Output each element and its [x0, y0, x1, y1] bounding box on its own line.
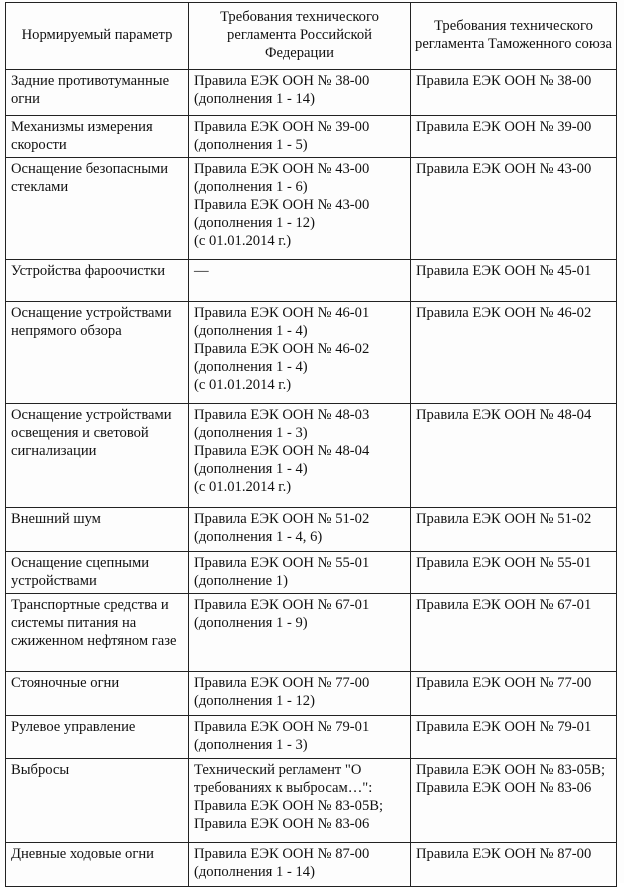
- cu-requirement-line: Правила ЕЭК ООН № 83-05В;: [416, 762, 606, 778]
- cu-requirement-line: Правила ЕЭК ООН № 55-01: [416, 555, 592, 571]
- cu-requirement-cell: [411, 716, 617, 759]
- rf-requirement-line: Правила ЕЭК ООН № 51-02: [194, 511, 370, 527]
- rf-requirement-line: Правила ЕЭК ООН № 39-00: [194, 119, 370, 135]
- rf-requirement-line: Правила ЕЭК ООН № 77-00: [194, 675, 370, 691]
- parameter-cell: Оснащение устройствами непрямого обзора: [6, 302, 189, 404]
- rf-requirement-line: (дополнения 1 - 4): [194, 461, 308, 477]
- parameter-cell: Стояночные огни: [6, 672, 189, 716]
- cu-requirement-cell: [411, 158, 617, 260]
- cu-requirement-cell: [411, 260, 617, 302]
- rf-requirement-line: Правила ЕЭК ООН № 83-05В;: [194, 798, 384, 814]
- cu-requirement-line: Правила ЕЭК ООН № 45-01: [416, 263, 592, 279]
- table-body: [6, 70, 617, 887]
- rf-requirement-line: —: [194, 263, 209, 279]
- table-row: [6, 759, 617, 843]
- rf-requirement-line: Правила ЕЭК ООН № 79-01: [194, 719, 370, 735]
- table-row: [6, 70, 617, 116]
- rf-requirement-line: (дополнения 1 - 4): [194, 323, 308, 339]
- cu-requirement-line: Правила ЕЭК ООН № 39-00: [416, 119, 592, 135]
- rf-requirement-line: (дополнения 1 - 14): [194, 864, 315, 880]
- table-row: [6, 302, 617, 404]
- cu-requirement-line: Правила ЕЭК ООН № 83-06: [416, 780, 592, 796]
- cu-requirement-line: Правила ЕЭК ООН № 46-02: [416, 305, 592, 321]
- rf-requirement-line: (с 01.01.2014 г.): [194, 233, 292, 249]
- rf-requirement-cell: [189, 508, 411, 552]
- cu-requirement-cell: [411, 508, 617, 552]
- cu-requirement-cell: [411, 843, 617, 887]
- rf-requirement-cell: [189, 404, 411, 508]
- rf-requirement-line: Правила ЕЭК ООН № 46-02: [194, 341, 370, 357]
- rf-requirement-cell: [189, 260, 411, 302]
- cu-requirement-line: Правила ЕЭК ООН № 38-00: [416, 73, 592, 89]
- rf-requirement-line: (с 01.01.2014 г.): [194, 377, 292, 393]
- cu-requirement-line: Правила ЕЭК ООН № 79-01: [416, 719, 592, 735]
- rf-requirement-line: (дополнения 1 - 4, 6): [194, 529, 323, 545]
- rf-requirement-cell: [189, 843, 411, 887]
- rf-requirement-line: (с 01.01.2014 г.): [194, 479, 292, 495]
- table-row: [6, 843, 617, 887]
- rf-requirement-cell: [189, 552, 411, 594]
- table-row: [6, 508, 617, 552]
- rf-requirement-line: Правила ЕЭК ООН № 55-01: [194, 555, 370, 571]
- parameter-cell: Устройства фароочистки: [6, 260, 189, 302]
- table-row: [6, 260, 617, 302]
- header-rf-regulation: Требования технического регламента Российской Федерации: [189, 3, 411, 70]
- rf-requirement-line: Правила ЕЭК ООН № 46-01: [194, 305, 370, 321]
- table-header-row: [6, 3, 617, 70]
- rf-requirement-cell: [189, 672, 411, 716]
- parameter-cell: Оснащение безопасными стеклами: [6, 158, 189, 260]
- rf-requirement-line: (дополнение 1): [194, 573, 288, 589]
- table-row: [6, 404, 617, 508]
- table-row: [6, 158, 617, 260]
- parameter-cell: Выбросы: [6, 759, 189, 843]
- rf-requirement-line: (дополнения 1 - 5): [194, 137, 308, 153]
- parameter-cell: Механизмы измерения скорости: [6, 116, 189, 158]
- rf-requirement-line: Правила ЕЭК ООН № 38-00: [194, 73, 370, 89]
- table-row: [6, 552, 617, 594]
- rf-requirement-cell: [189, 302, 411, 404]
- table-row: [6, 716, 617, 759]
- rf-requirement-line: (дополнения 1 - 12): [194, 693, 315, 709]
- cu-requirement-cell: [411, 302, 617, 404]
- rf-requirement-cell: [189, 116, 411, 158]
- rf-requirement-line: Правила ЕЭК ООН № 83-06: [194, 816, 370, 832]
- table-row: [6, 594, 617, 672]
- rf-requirement-cell: [189, 594, 411, 672]
- rf-requirement-line: Правила ЕЭК ООН № 87-00: [194, 846, 370, 862]
- rf-requirement-line: (дополнения 1 - 4): [194, 359, 308, 375]
- header-parameter: Нормируемый параметр: [6, 3, 189, 70]
- rf-requirement-line: Правила ЕЭК ООН № 48-04: [194, 443, 370, 459]
- rf-requirement-line: (дополнения 1 - 9): [194, 615, 308, 631]
- parameter-cell: Рулевое управление: [6, 716, 189, 759]
- rf-requirement-line: (дополнения 1 - 6): [194, 179, 308, 195]
- parameter-cell: Дневные ходовые огни: [6, 843, 189, 887]
- cu-requirement-cell: [411, 594, 617, 672]
- rf-requirement-line: (дополнения 1 - 3): [194, 737, 308, 753]
- rf-requirement-cell: [189, 70, 411, 116]
- cu-requirement-cell: [411, 672, 617, 716]
- rf-requirement-line: Правила ЕЭК ООН № 67-01: [194, 597, 370, 613]
- header-cu-regulation: Требования технического регламента Таможенного союза: [411, 3, 617, 70]
- parameter-cell: Оснащение сцепными устройствами: [6, 552, 189, 594]
- cu-requirement-line: Правила ЕЭК ООН № 43-00: [416, 161, 592, 177]
- cu-requirement-line: Правила ЕЭК ООН № 51-02: [416, 511, 592, 527]
- parameter-cell: Оснащение устройствами освещения и световой сигнализации: [6, 404, 189, 508]
- cu-requirement-line: Правила ЕЭК ООН № 77-00: [416, 675, 592, 691]
- cu-requirement-line: Правила ЕЭК ООН № 87-00: [416, 846, 592, 862]
- parameter-cell: Внешний шум: [6, 508, 189, 552]
- parameter-cell: Задние противотуманные огни: [6, 70, 189, 116]
- parameter-cell: Транспортные средства и системы питания на сжиженном нефтяном газе: [6, 594, 189, 672]
- cu-requirement-cell: [411, 404, 617, 508]
- cu-requirement-cell: [411, 70, 617, 116]
- cu-requirement-line: Правила ЕЭК ООН № 48-04: [416, 407, 592, 423]
- cu-requirement-cell: [411, 116, 617, 158]
- cu-requirement-cell: [411, 759, 617, 843]
- rf-requirement-cell: [189, 716, 411, 759]
- cu-requirement-line: Правила ЕЭК ООН № 67-01: [416, 597, 592, 613]
- table-row: [6, 672, 617, 716]
- rf-requirement-line: Правила ЕЭК ООН № 43-00: [194, 197, 370, 213]
- rf-requirement-line: Технический регламент "О требованиях к выбросам…":: [194, 762, 373, 796]
- rf-requirement-line: Правила ЕЭК ООН № 43-00: [194, 161, 370, 177]
- requirements-table: [5, 2, 617, 887]
- table-row: [6, 116, 617, 158]
- rf-requirement-line: (дополнения 1 - 3): [194, 425, 308, 441]
- rf-requirement-line: Правила ЕЭК ООН № 48-03: [194, 407, 370, 423]
- rf-requirement-line: (дополнения 1 - 14): [194, 91, 315, 107]
- rf-requirement-line: (дополнения 1 - 12): [194, 215, 315, 231]
- rf-requirement-cell: [189, 759, 411, 843]
- rf-requirement-cell: [189, 158, 411, 260]
- cu-requirement-cell: [411, 552, 617, 594]
